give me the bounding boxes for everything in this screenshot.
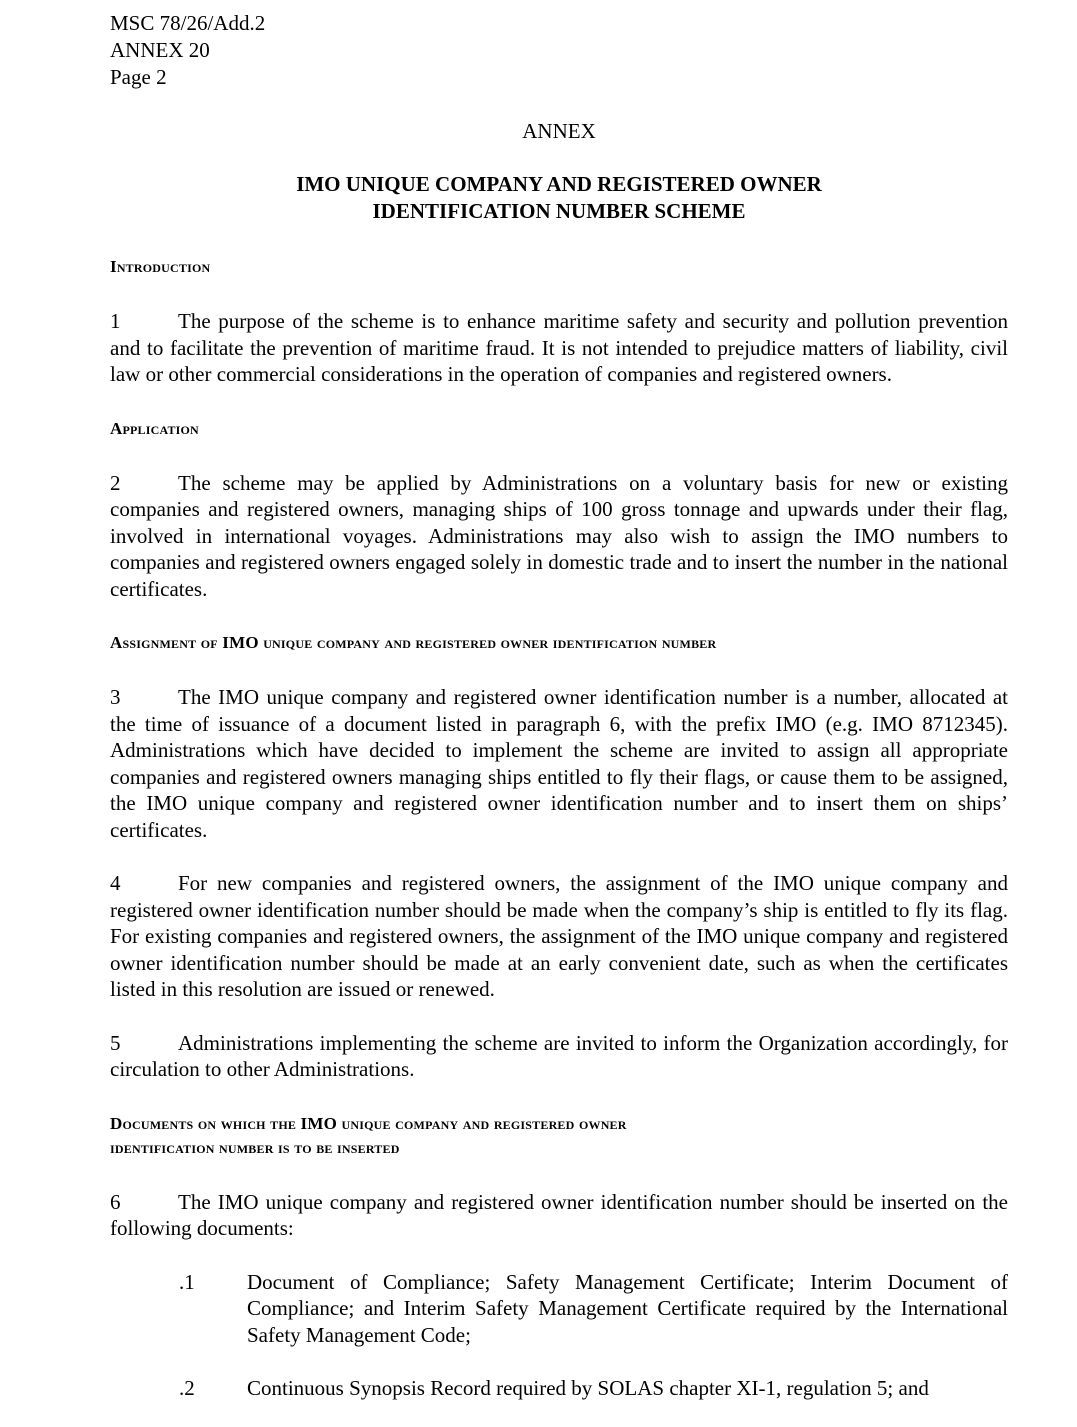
- heading-documents-line-1: Documents on which the IMO unique company and registered owner: [110, 1113, 627, 1133]
- list-item: [110, 1375, 1008, 1402]
- title-line-1: IMO UNIQUE COMPANY AND REGISTERED OWNER: [296, 172, 822, 196]
- heading-documents-line-2: identification number is to be inserted: [110, 1137, 400, 1157]
- doc-reference: MSC 78/26/Add.2: [110, 11, 266, 35]
- heading-documents: [110, 1112, 1008, 1160]
- paragraph-number: 5: [110, 1030, 121, 1055]
- paragraph-6: [110, 1189, 1008, 1242]
- paragraph-number: 6: [110, 1189, 121, 1214]
- paragraph-text: The purpose of the scheme is to enhance maritime safety and security and pollution prevention and to facilitate the prevention of maritime fraud. It is not intended to prejudice matters of liability, civil law or other commercial considerations in the operation of companies and registered owners.: [110, 309, 1008, 386]
- paragraph-text: The scheme may be applied by Administrations on a voluntary basis for new or existing companies and registered owners, managing ships of 100 gross tonnage and upwards under their flag, involved in international voyages. Administrations may also wish to assign the IMO numbers to companies and registered owners engaged solely in domestic trade and to insert the number in the national certificates.: [110, 470, 1008, 601]
- paragraph-3: [110, 684, 1008, 843]
- paragraph-text: The IMO unique company and registered owner identification number is a number, allocated at the time of issuance of a document listed in paragraph 6, with the prefix IMO (e.g. IMO 8712345). Administrations which have decided to implement the scheme are invited to assign all appropriate companies and registered owners managing ships entitled to fly their flags, or cause them to be assigned, the IMO unique company and registered owner identification number and to insert them on ships’ certificates.: [110, 685, 1008, 842]
- paragraph-number: 4: [110, 871, 121, 895]
- annex-number: ANNEX 20: [110, 38, 210, 62]
- page-number: Page 2: [110, 65, 167, 89]
- annex-label: ANNEX: [522, 119, 596, 143]
- list-item-text: Continuous Synopsis Record required by SOLAS chapter XI-1, regulation 5; and: [247, 1376, 929, 1400]
- list-item-number: .1: [179, 1269, 195, 1294]
- paragraph-text: For new companies and registered owners, the assignment of the IMO unique company and registered owner identification number should be made when the company’s ship is entitled to fly its flag. For existing companies and registered owners, the assignment of the IMO unique company and registered owner identification number should be made at an early convenient date, such as when the certificates listed in this resolution are issued or renewed.: [110, 871, 1008, 1001]
- heading-assignment: Assignment of IMO unique company and registered owner identification number: [110, 633, 717, 652]
- list-item: [110, 1269, 1008, 1349]
- document-header: [110, 10, 1008, 91]
- heading-introduction: Introduction: [110, 257, 211, 276]
- paragraph-2: [110, 470, 1008, 603]
- document-page: [110, 10, 1008, 1402]
- title-line-2: IDENTIFICATION NUMBER SCHEME: [372, 199, 746, 223]
- paragraph-text: Administrations implementing the scheme are invited to inform the Organization accordingly, for circulation to other Administrations.: [110, 1030, 1008, 1081]
- paragraph-5: [110, 1030, 1008, 1083]
- document-title: [110, 171, 1008, 225]
- paragraph-number: 1: [110, 309, 121, 333]
- heading-application: Application: [110, 418, 199, 438]
- paragraph-1: [110, 308, 1008, 388]
- list-item-number: .2: [179, 1376, 195, 1400]
- paragraph-number: 3: [110, 685, 121, 709]
- list-item-text: Document of Compliance; Safety Management Certificate; Interim Document of Compliance; and Interim Safety Management Certificate required by the International Safety Management Code;: [247, 1269, 1008, 1347]
- paragraph-text: The IMO unique company and registered owner identification number should be inserted on the following documents:: [110, 1189, 1008, 1240]
- paragraph-4: [110, 870, 1008, 1003]
- paragraph-number: 2: [110, 470, 121, 495]
